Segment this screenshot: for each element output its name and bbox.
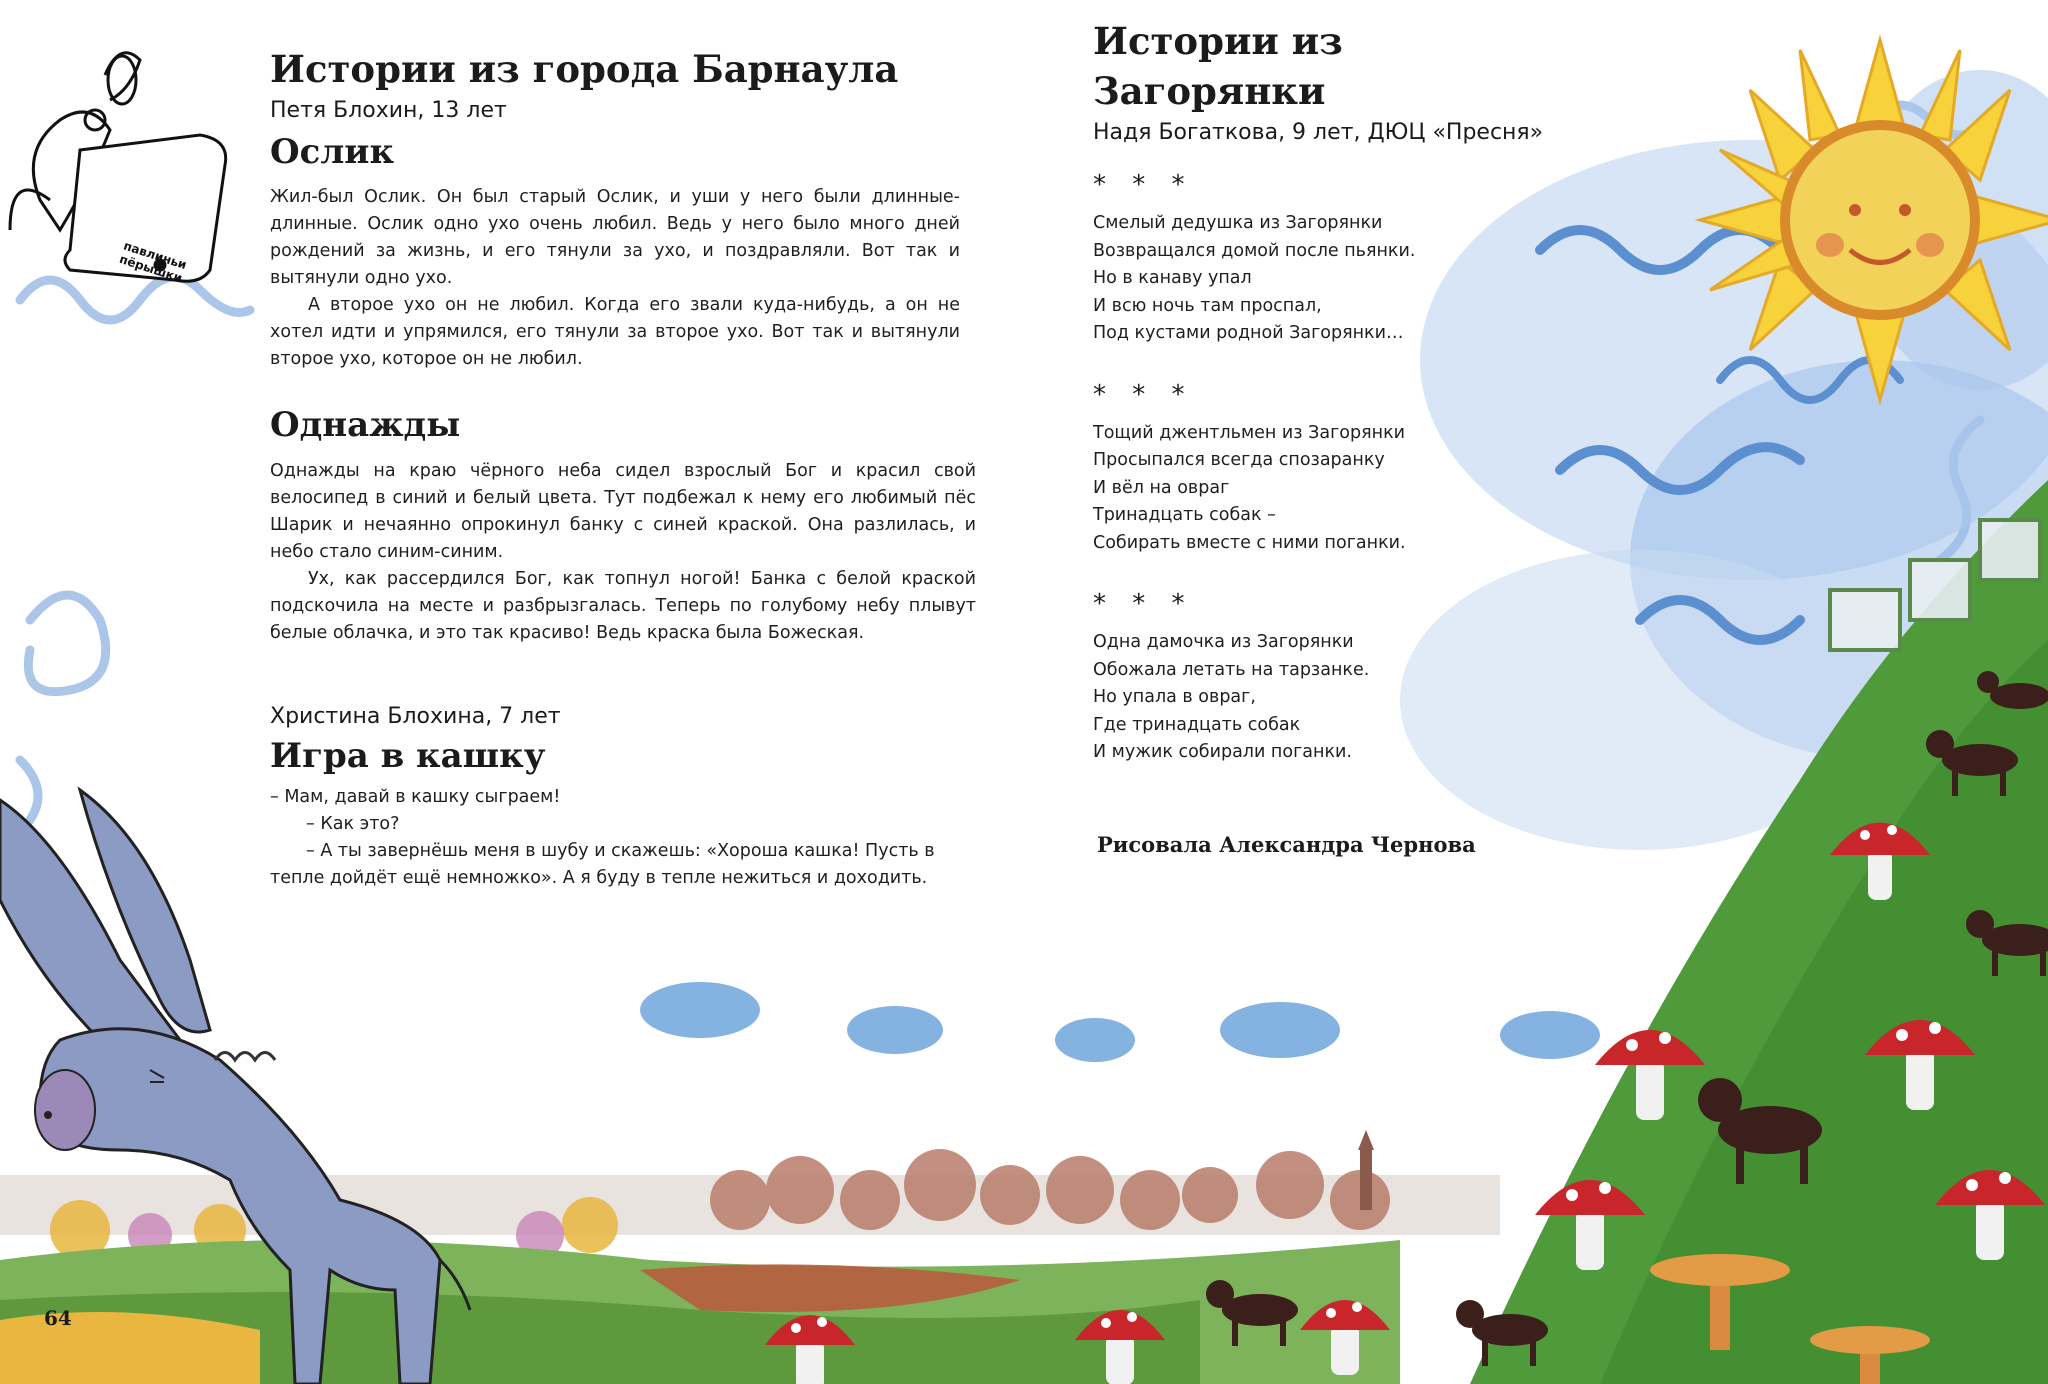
poem-line: Возвращался домой после пьянки. bbox=[1093, 240, 1416, 261]
poem-line: Тощий джентльмен из Загорянки bbox=[1093, 422, 1406, 443]
poem-line: Тринадцать собак – bbox=[1093, 505, 1276, 525]
story2-paragraph: Однажды на краю чёрного неба сидел взрослый Бог и красил свой велосипед в синий и белый цвета. Тут подбежал к нему его любимый пёс Шарик и нечаянно опрокинул банку с синей краской. Она разлилась, и небо стало синим-синим. bbox=[270, 461, 976, 562]
poem-separator: * * * bbox=[1093, 589, 1194, 619]
poem-separator: * * * bbox=[1093, 379, 1194, 410]
poem bbox=[1093, 170, 1563, 348]
story1-paragraph: Жил-был Ослик. Он был старый Ослик, и уши у него были длинные-длинные. Ослик одно ухо очень любил. Ведь у него было много дней рождений за жизнь, и его тянули за ухо, и поздравляли. Вот так и вытянули одно ухо. bbox=[270, 187, 960, 288]
poem bbox=[1093, 589, 1563, 767]
logo-text: павлиньи пёрышки bbox=[117, 238, 189, 286]
poem-line: Одна дамочка из Загорянки bbox=[1093, 632, 1354, 652]
story3-author: Христина Блохина, 7 лет bbox=[270, 704, 561, 729]
poems-zagoryanka bbox=[1093, 16, 1563, 767]
section-title-zagoryanka: Истории из Загорянки bbox=[1093, 19, 1343, 113]
poem-line: Под кустами родной Загорянки… bbox=[1093, 323, 1404, 343]
story2-heading: Однажды bbox=[270, 405, 461, 445]
story1-author: Петя Блохин, 13 лет bbox=[270, 98, 507, 123]
story2-paragraph: Ух, как рассердился Бог, как топнул ногой! Банка с белой краской подскочила на месте и разбрызгалась. Теперь по голубому небу плывут белые облачка, и это так красиво! Ведь краска была Божеская. bbox=[270, 569, 976, 643]
poem-line: И всю ночь там проспал, bbox=[1093, 295, 1322, 316]
dialog-line: – А ты завернёшь меня в шубу и скажешь: «Хороша кашка! Пусть в тепле дойдёт ещё немножко». А я буду в тепле нежиться и доходить. bbox=[270, 841, 935, 888]
story-игра-в-кашку bbox=[270, 702, 960, 892]
poem-line: Смелый дедушка из Загорянки bbox=[1093, 213, 1383, 233]
story1-paragraph: А второе ухо он не любил. Когда его звали куда-нибудь, а он не хотел идти и упрямился, его тянули за второе ухо. Вот так и вытянули второе ухо, которое он не любил. bbox=[270, 295, 960, 369]
poems-author: Надя Богаткова, 9 лет, ДЮЦ «Пресня» bbox=[1093, 120, 1544, 145]
magazine-logo bbox=[0, 30, 250, 286]
poem-line: И мужик собирали поганки. bbox=[1093, 742, 1352, 762]
poem-line: Обожала летать на тарзанке. bbox=[1093, 659, 1370, 680]
poem-line: Но в канаву упал bbox=[1093, 268, 1252, 288]
story-однажды bbox=[270, 400, 976, 647]
ground-landscape bbox=[0, 1240, 1400, 1384]
poem-line: Но упала в овраг, bbox=[1093, 687, 1256, 707]
poem-line: Просыпался всегда спозаранку bbox=[1093, 450, 1385, 470]
dialog-line: – Как это? bbox=[306, 814, 400, 834]
story3-heading: Игра в кашку bbox=[270, 736, 546, 776]
poem-line: Где тринадцать собак bbox=[1093, 714, 1301, 735]
poem-separator: * * * bbox=[1093, 170, 1194, 200]
small-clouds bbox=[640, 982, 1600, 1062]
story-ослик bbox=[270, 44, 960, 373]
illustrator-credit: Рисовала Александра Чернова bbox=[1097, 832, 1476, 857]
poem bbox=[1093, 380, 1563, 558]
story1-heading: Ослик bbox=[270, 132, 395, 172]
section-title-barnaul: Истории из города Барнаула bbox=[270, 47, 899, 91]
poem-line: Собирать вместе с ними поганки. bbox=[1093, 532, 1406, 553]
dialog-line: – Мам, давай в кашку сыграем! bbox=[270, 787, 561, 807]
poem-line: И вёл на овраг bbox=[1093, 477, 1230, 498]
page-number: 64 bbox=[44, 1306, 72, 1330]
